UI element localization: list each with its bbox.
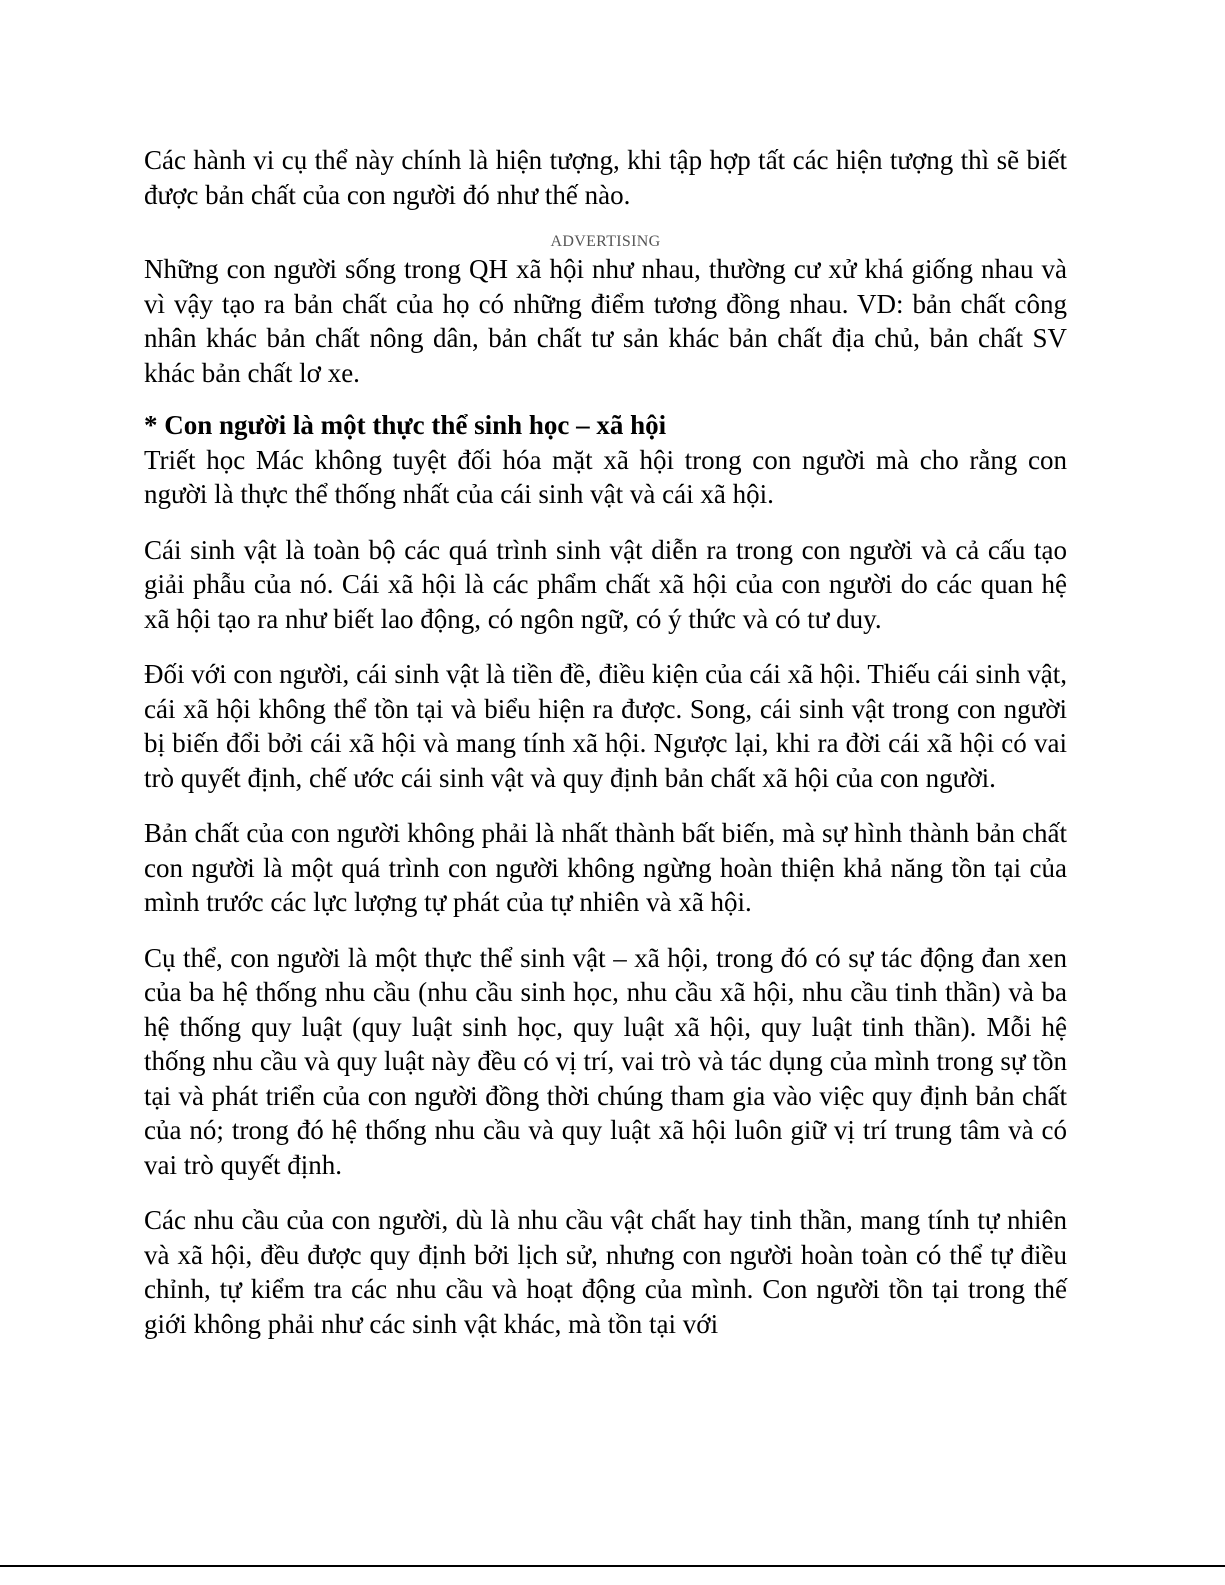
paragraph-social-relations: Những con người sống trong QH xã hội như nhau, thường cư xử khá giống nhau và vì vậy tạo ra bản chất của họ có những điểm tương đồng nhau. VD: bản chất công nhân khác bản chất nông dân, bản chất tư sản khác bản chất địa chủ, bản chất SV khác bản chất lơ xe. <box>144 254 1067 388</box>
document-body <box>144 143 1067 1341</box>
paragraph-marx-philosophy: Triết học Mác không tuyệt đối hóa mặt xã hội trong con người mà cho rằng con người là thực thể thống nhất của cái sinh vật và cái xã hội. <box>144 444 1067 509</box>
section-heading: * Con người là một thực thể sinh học – xã hội <box>144 410 667 440</box>
advertising-label: ADVERTISING <box>550 233 661 250</box>
paragraph-needs-laws: Cụ thể, con người là một thực thể sinh vật – xã hội, trong đó có sự tác động đan xen của ba hệ thống nhu cầu (nhu cầu sinh học, nhu cầu xã hội, nhu cầu tinh thần) và ba hệ thống quy luật (quy luật sinh học, quy luật xã hội, quy luật tinh thần). Mỗi hệ thống nhu cầu và quy luật này đều có vị trí, vai trò và tác dụng của mình trong sự tồn tại và phát triển của con người đồng thời chúng tham gia vào việc quy định bản chất của nó; trong đó hệ thống nhu cầu và quy luật xã hội luôn giữ vị trí trung tâm và có vai trò quyết định. <box>144 942 1067 1180</box>
paragraph-biological-social: Cái sinh vật là toàn bộ các quá trình sinh vật diễn ra trong con người và cả cấu tạo giải phẫu của nó. Cái xã hội là các phẩm chất xã hội của con người do các quan hệ xã hội tạo ra như biết lao động, có ngôn ngữ, có ý thức và có tư duy. <box>144 534 1067 634</box>
paragraph-human-nature: Bản chất của con người không phải là nhất thành bất biến, mà sự hình thành bản chất con người là một quá trình con người không ngừng hoàn thiện khả năng tồn tại của mình trước các lực lượng tự phát của tự nhiên và xã hội. <box>144 818 1067 917</box>
page-bottom-rule <box>0 1565 1225 1567</box>
paragraph-phenomena: Các hành vi cụ thể này chính là hiện tượng, khi tập hợp tất các hiện tượng thì sẽ biết được bản chất của con người đó như thế nào. <box>144 145 1067 210</box>
paragraph-premise: Đối với con người, cái sinh vật là tiền đề, điều kiện của cái xã hội. Thiếu cái sinh vật, cái xã hội không thể tồn tại và biểu hiện ra được. Song, cái sinh vật trong con người bị biến đổi bởi cái xã hội và mang tính xã hội. Ngược lại, khi ra đời cái xã hội có vai trò quyết định, chế ước cái sinh vật và quy định bản chất xã hội của con người. <box>144 659 1067 793</box>
paragraph-human-needs: Các nhu cầu của con người, dù là nhu cầu vật chất hay tinh thần, mang tính tự nhiên và xã hội, đều được quy định bởi lịch sử, nhưng con người hoàn toàn có thể tự điều chỉnh, tự kiểm tra các nhu cầu và hoạt động của mình. Con người tồn tại trong thế giới không phải như các sinh vật khác, mà tồn tại với <box>144 1205 1067 1339</box>
